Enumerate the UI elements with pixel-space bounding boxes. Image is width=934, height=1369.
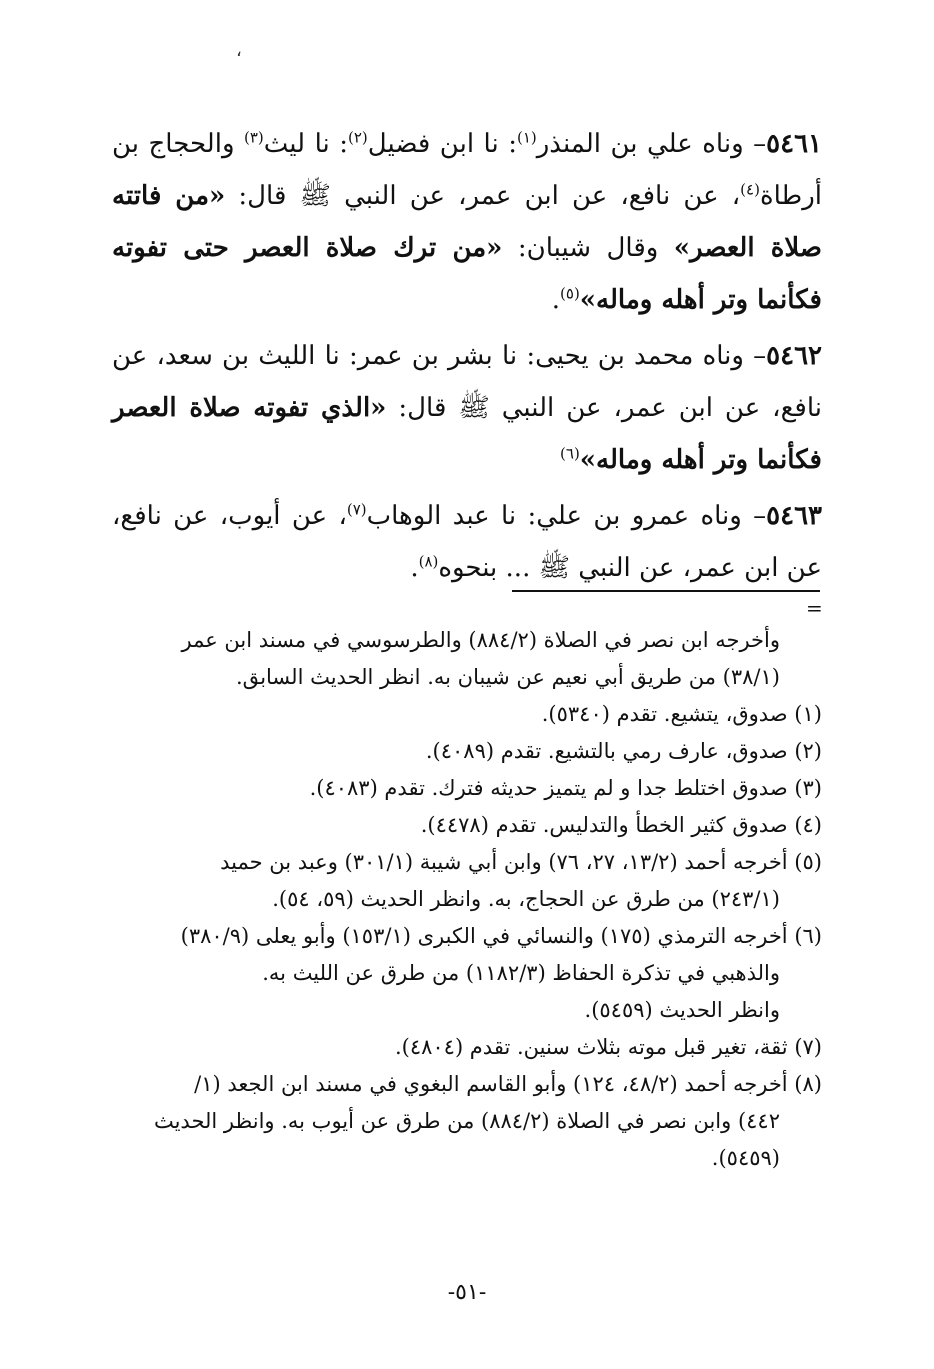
text-segment: ، عن أيوب، عن نافع، عن ابن عمر، عن النبي ﷺ ... بنحوه [112,501,822,583]
footnote [110,770,822,807]
footnote [110,807,822,844]
footnote-line: (٦) أخرجه الترمذي (١٧٥) والنسائي في الكبرى (١٥٣/١) وأبو يعلى (٣٨٠/٩) [180,924,822,948]
footnote-line: وأخرجه ابن نصر في الصلاة (٨٨٤/٢) والطرسوسي في مسند ابن عمر [181,628,780,652]
footnote-line: وانظر الحديث (٥٤٥٩). [584,998,780,1022]
hadith-matn: «من فاتته صلاة العصر» [112,181,823,263]
text-segment: : نا ليث [263,129,348,159]
footnote-line: (١) صدوق، يتشيع. تقدم (٥٣٤٠). [541,702,822,726]
continuation-mark: = [806,596,823,620]
hadith-matn: «من ترك صلاة العصر حتى تفوته فكأنما وتر أهله وماله» [112,233,822,315]
footnote-line: (٥٤٥٩). [711,1146,780,1170]
text-segment: والحجاج بن أرطاة [112,129,822,211]
hadith-number: ٥٤٦١ [766,129,822,159]
top-mark: ، [236,40,242,61]
text-segment: : نا ابن فضيل [367,129,517,159]
hadith-paragraph [112,330,822,486]
footnote [110,918,822,1029]
text-segment: – وناه محمد بن يحيى: نا بشر بن عمر: نا الليث بن سعد، عن نافع، عن ابن عمر، عن النبي ﷺ قال: [112,341,823,423]
main-text [112,118,822,598]
footnote-line: (٥) أخرجه أحمد (١٣/٢، ٢٧، ٧٦) وابن أبي شيبة (٣٠١/١) وعبد بن حميد [220,850,822,874]
text-segment: وقال شيبان: [502,233,674,263]
hadith-paragraph [112,118,822,326]
hadith-matn: «الذي تفوته صلاة العصر فكأنما وتر أهله وماله» [112,393,822,475]
footnote [110,1029,822,1066]
footnote-line: (٨) أخرجه أحمد (٤٨/٢، ١٢٤) وأبو القاسم البغوي في مسند ابن الجعد (١/ [194,1072,822,1096]
footnote [110,844,822,918]
footnote-ref: (٣) [244,128,264,147]
text-segment: ، عن نافع، عن ابن عمر، عن النبي ﷺ قال: [225,181,741,211]
footnotes [110,622,822,1177]
hadith-number: ٥٤٦٣ [766,501,822,531]
text-segment: – وناه عمرو بن علي: نا عبد الوهاب [366,501,767,531]
footnote [110,1066,822,1177]
footnote-separator [512,590,820,592]
footnote-line: (٣) صدوق اختلط جدا و لم يتميز حديثه فترك. تقدم (٤٠٨٣). [309,776,822,800]
footnote [110,622,822,696]
footnote-ref: (٤) [740,180,760,199]
footnote-ref: (٧) [346,500,367,519]
text-segment: – وناه علي بن المنذر [536,129,767,159]
page-number: -٥١- [447,1280,487,1305]
text-segment: . [551,285,561,315]
footnote-ref: (٢) [348,128,368,147]
text-segment: . [410,553,419,583]
footnote-line: (٢) صدوق، عارف رمي بالتشيع. تقدم (٤٠٨٩). [425,739,822,763]
footnote-line: والذهبي في تذكرة الحفاظ (١١٨٢/٣) من طرق عن الليث به. [262,961,780,985]
hadith-paragraph [112,490,822,594]
hadith-number: ٥٤٦٢ [766,341,822,371]
footnote-line: (٢٤٣/١) من طرق عن الحجاج، به. وانظر الحديث (٥٩، ٥٤). [272,887,780,911]
footnote-ref: (٨) [418,552,439,571]
footnote-ref: (٥) [560,284,580,303]
footnote-line: ٤٤٢) وابن نصر في الصلاة (٨٨٤/٢) من طرق عن أيوب به. وانظر الحديث [153,1109,780,1133]
footnote-ref: (٦) [560,444,580,463]
footnote-line: (٤) صدوق كثير الخطأ والتدليس. تقدم (٤٤٧٨). [420,813,822,837]
footnote [110,696,822,733]
footnote-line: (٧) ثقة، تغير قبل موته بثلاث سنين. تقدم (٤٨٠٤). [394,1035,822,1059]
footnote-ref: (١) [516,128,537,147]
footnote [110,733,822,770]
footnote-line: (٣٨/١) من طريق أبي نعيم عن شيبان به. انظر الحديث السابق. [236,665,780,689]
